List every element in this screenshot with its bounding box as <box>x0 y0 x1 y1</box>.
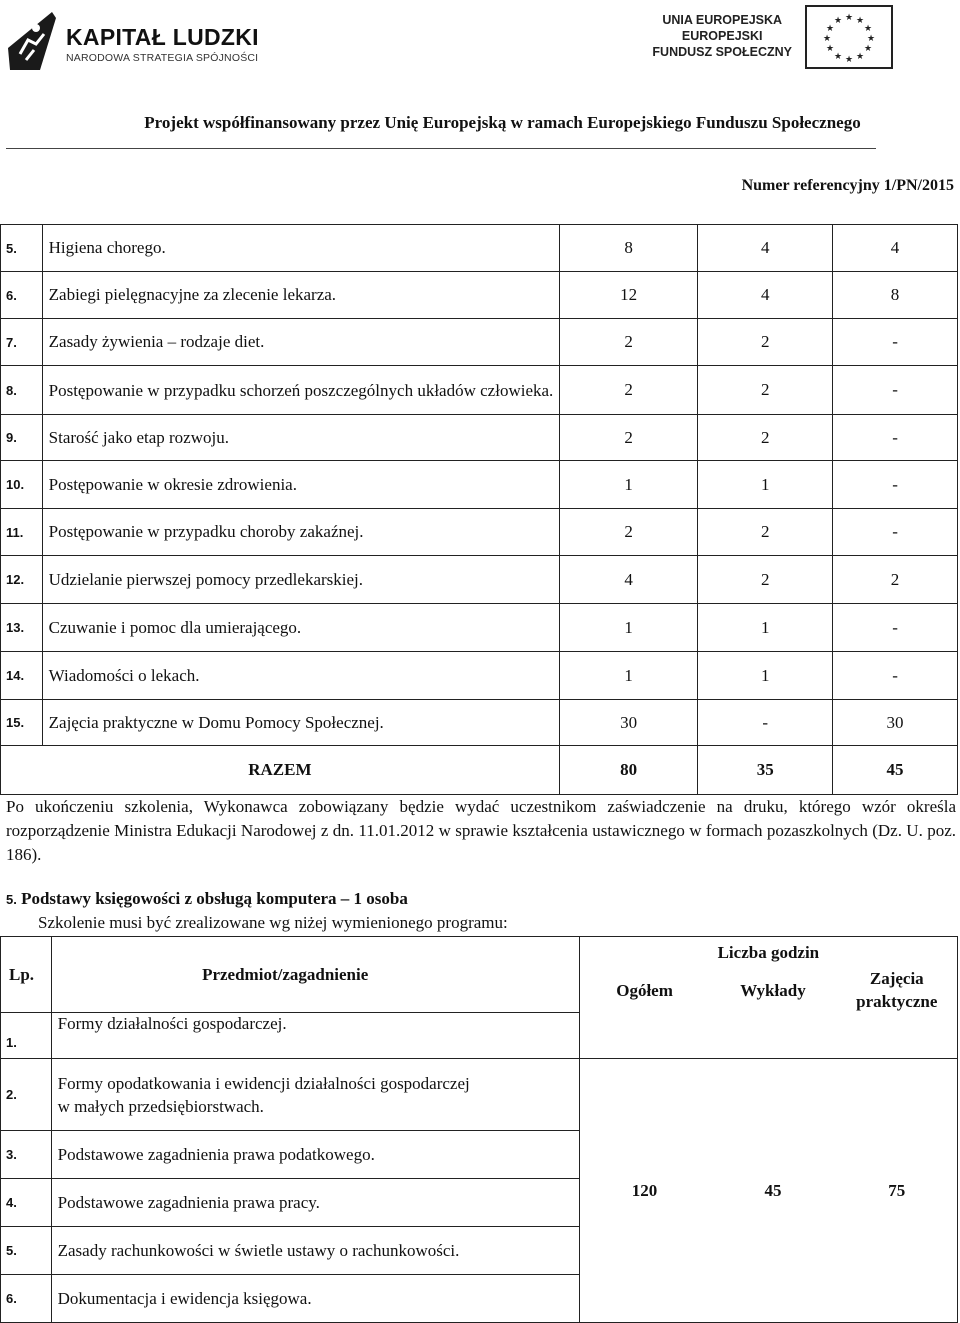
row-topic: Zabiegi pielęgnacyjne za zlecenie lekarza. <box>42 272 559 319</box>
row-total: 8 <box>559 225 698 272</box>
row-topic: Czuwanie i pomoc dla umierającego. <box>42 604 559 652</box>
row-topic: Higiena chorego. <box>42 225 559 272</box>
row-lectures: 2 <box>698 415 833 461</box>
row-topic: Podstawowe zagadnienia prawa podatkowego. <box>51 1131 579 1179</box>
row-practice: 30 <box>833 700 958 746</box>
header-hours: Liczba godzin <box>579 937 957 963</box>
row-practice: - <box>833 652 958 700</box>
row-number: 5. <box>1 1227 52 1275</box>
table-row <box>1 461 958 509</box>
row-total: 2 <box>559 415 698 461</box>
section-title-text: Podstawy księgowości z obsługą komputera – 1 osoba <box>21 889 408 908</box>
eu-flag-icon <box>805 5 893 69</box>
kl-title: KAPITAŁ LUDZKI <box>66 24 259 50</box>
row-practice: - <box>833 319 958 366</box>
row-total: 12 <box>559 272 698 319</box>
row-number: 2. <box>1 1059 52 1131</box>
row-topic: Starość jako etap rozwoju. <box>42 415 559 461</box>
row-number: 12. <box>1 556 43 604</box>
totals-total: 120 <box>579 1059 709 1323</box>
row-number: 13. <box>1 604 43 652</box>
row-number: 5. <box>1 225 43 272</box>
svg-text:★: ★ <box>855 52 865 62</box>
svg-text:★: ★ <box>822 34 832 44</box>
table-row <box>1 272 958 319</box>
header-practice: Zajęcia praktyczne <box>837 963 958 1059</box>
row-lectures: - <box>698 700 833 746</box>
ue-line3: FUNDUSZ SPOŁECZNY <box>652 45 792 59</box>
row-topic: Postępowanie w przypadku schorzeń poszczególnych układów człowieka. <box>42 366 559 415</box>
header-lectures: Wykłady <box>709 963 836 1059</box>
row-number: 1. <box>1 1013 52 1059</box>
total-lectures: 35 <box>698 746 833 795</box>
row-total: 2 <box>559 509 698 556</box>
row-lectures: 2 <box>698 556 833 604</box>
row-practice: 2 <box>833 556 958 604</box>
row-number: 8. <box>1 366 43 415</box>
row-practice: - <box>833 461 958 509</box>
row-number: 6. <box>1 272 43 319</box>
program-table-1 <box>0 224 958 795</box>
svg-text:★: ★ <box>866 34 876 44</box>
row-lectures: 2 <box>698 366 833 415</box>
row-total: 2 <box>559 366 698 415</box>
row-total: 4 <box>559 556 698 604</box>
row-number: 6. <box>1 1275 52 1323</box>
row-topic: Formy opodatkowania i ewidencji działalności gospodarczej w małych przedsiębiorstwach. <box>51 1059 579 1131</box>
row-number: 10. <box>1 461 43 509</box>
ue-line1: UNIA EUROPEJSKA <box>662 13 783 27</box>
row-lectures: 4 <box>698 272 833 319</box>
program-table-2 <box>0 936 958 1323</box>
row-topic: Postępowanie w okresie zdrowienia. <box>42 461 559 509</box>
row-number: 15. <box>1 700 43 746</box>
row-number: 4. <box>1 1179 52 1227</box>
row-practice: - <box>833 366 958 415</box>
row-topic: Zasady rachunkowości w świetle ustawy o rachunkowości. <box>51 1227 579 1275</box>
row-topic: Zasady żywienia – rodzaje diet. <box>42 319 559 366</box>
svg-text:★: ★ <box>825 44 835 54</box>
table-row <box>1 509 958 556</box>
row-topic: Udzielanie pierwszej pomocy przedlekarskiej. <box>42 556 559 604</box>
total-label: RAZEM <box>1 746 560 795</box>
row-topic: Wiadomości o lekach. <box>42 652 559 700</box>
row-practice: - <box>833 509 958 556</box>
total-row <box>1 746 958 795</box>
row-number: 11. <box>1 509 43 556</box>
totals-lectures: 45 <box>709 1059 836 1323</box>
row-number: 14. <box>1 652 43 700</box>
kl-subtitle: NARODOWA STRATEGIA SPÓJNOŚCI <box>66 52 259 64</box>
row-practice: 8 <box>833 272 958 319</box>
row-topic: Postępowanie w przypadku choroby zakaźnej. <box>42 509 559 556</box>
table-row <box>1 556 958 604</box>
header-topic: Przedmiot/zagadnienie <box>51 937 579 1013</box>
project-title: Projekt współfinansowany przez Unię Europejską w ramach Europejskiego Funduszu Społecznego <box>144 113 861 132</box>
total-total: 80 <box>559 746 698 795</box>
certificate-paragraph: Po ukończeniu szkolenia, Wykonawca zobowiązany będzie wydać uczestnikom zaświadczenie na druku, którego wzór określa rozporządzenie Ministra Edukacji Narodowej z dn. 11.01.2012 w sprawie kształcenia ustawicznego w formach pozaszkolnych (Dz. U. poz. 186). <box>6 797 956 864</box>
svg-text:★: ★ <box>825 24 835 34</box>
svg-text:★: ★ <box>863 44 873 54</box>
row-lectures: 4 <box>698 225 833 272</box>
divider <box>6 148 876 149</box>
ue-text <box>652 12 792 60</box>
ue-line2: EUROPEJSKI <box>681 29 763 43</box>
row-topic: Podstawowe zagadnienia prawa pracy. <box>51 1179 579 1227</box>
row-lectures: 1 <box>698 461 833 509</box>
row-lectures: 2 <box>698 319 833 366</box>
table-row <box>1 1059 958 1131</box>
table-row <box>1 604 958 652</box>
row-number: 9. <box>1 415 43 461</box>
header-lp: Lp. <box>1 937 52 1013</box>
row-topic: Formy działalności gospodarczej. <box>51 1013 579 1059</box>
svg-text:★: ★ <box>844 55 854 65</box>
kapital-ludzki-logo <box>6 10 58 72</box>
row-lectures: 1 <box>698 652 833 700</box>
svg-text:★: ★ <box>863 24 873 34</box>
table-row <box>1 319 958 366</box>
row-total: 2 <box>559 319 698 366</box>
row-total: 1 <box>559 652 698 700</box>
section-5-subtitle: Szkolenie musi być zrealizowane wg niżej wymienionego programu: <box>38 913 508 932</box>
svg-text:★: ★ <box>833 16 843 26</box>
table-row <box>1 652 958 700</box>
table-row <box>1 366 958 415</box>
header-total: Ogółem <box>579 963 709 1059</box>
header-row <box>1 937 958 963</box>
totals-practice: 75 <box>837 1059 958 1323</box>
svg-text:★: ★ <box>855 16 865 26</box>
row-practice: - <box>833 415 958 461</box>
row-practice: - <box>833 604 958 652</box>
row-number: 3. <box>1 1131 52 1179</box>
row-lectures: 1 <box>698 604 833 652</box>
row-topic: Dokumentacja i ewidencja księgowa. <box>51 1275 579 1323</box>
row-practice: 4 <box>833 225 958 272</box>
table-row <box>1 225 958 272</box>
table-row <box>1 415 958 461</box>
reference-number: Numer referencyjny 1/PN/2015 <box>741 177 954 194</box>
section-number: 5. <box>6 892 17 907</box>
row-topic: Zajęcia praktyczne w Domu Pomocy Społecznej. <box>42 700 559 746</box>
row-total: 30 <box>559 700 698 746</box>
row-lectures: 2 <box>698 509 833 556</box>
table-row <box>1 700 958 746</box>
row-total: 1 <box>559 461 698 509</box>
section-5-title <box>6 889 408 909</box>
total-practice: 45 <box>833 746 958 795</box>
row-total: 1 <box>559 604 698 652</box>
svg-text:★: ★ <box>833 52 843 62</box>
row-number: 7. <box>1 319 43 366</box>
svg-text:★: ★ <box>844 13 854 23</box>
